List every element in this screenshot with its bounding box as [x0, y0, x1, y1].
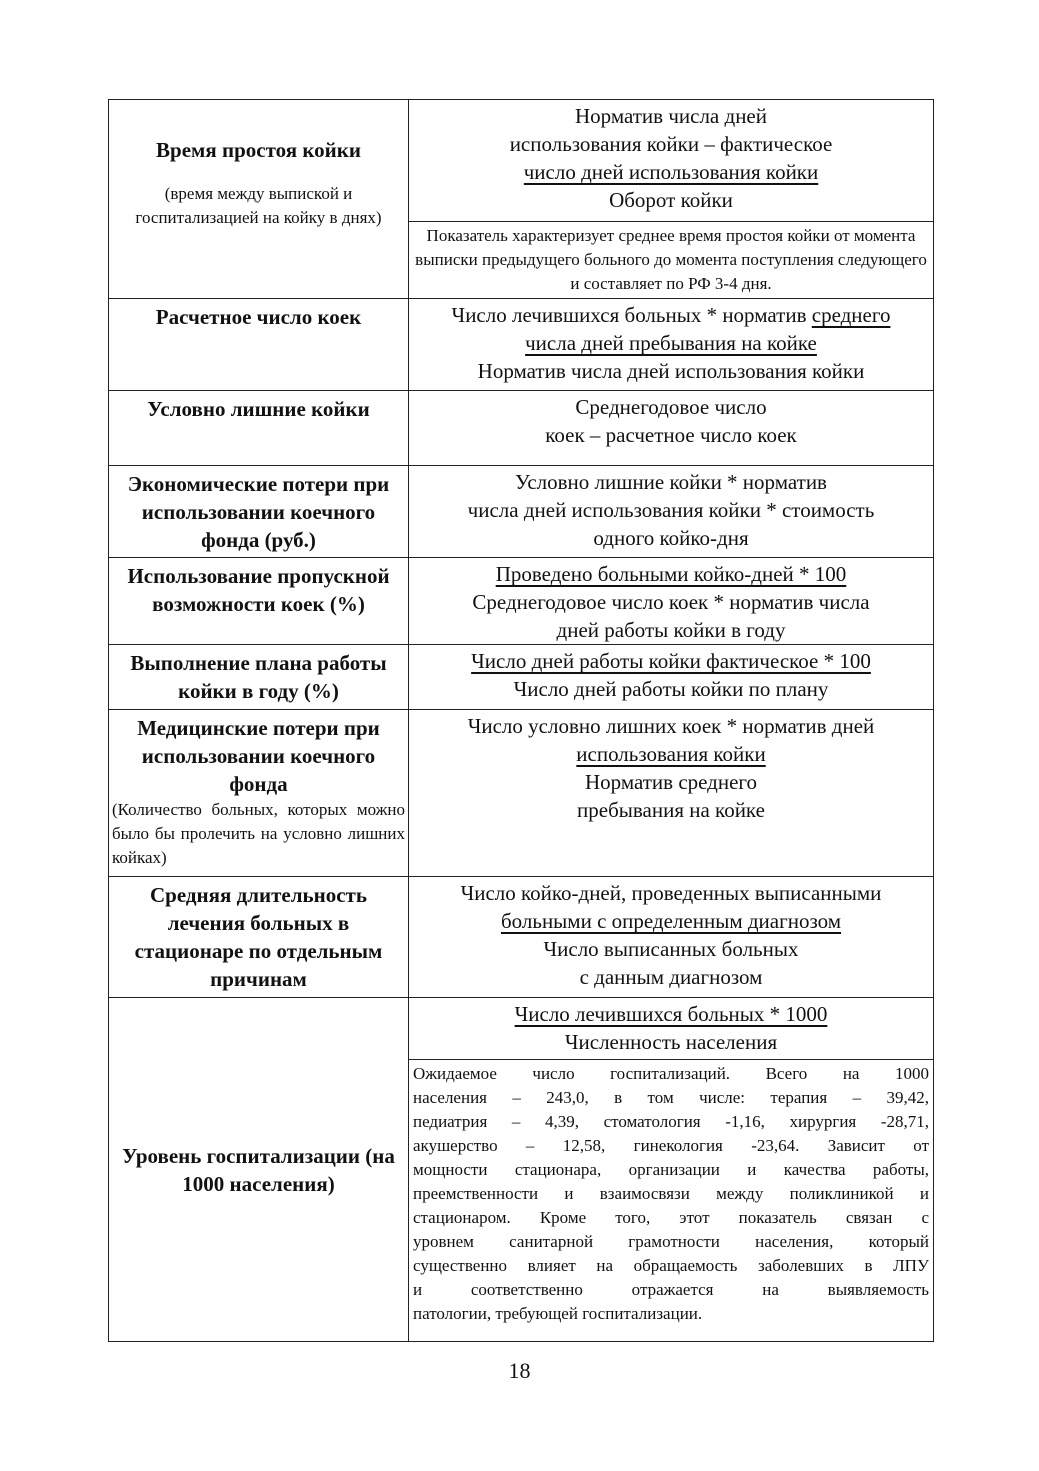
explanation-line: педиатрия – 4,39, стоматология -1,16, хирургия -28,71,: [413, 1112, 929, 1131]
indicator-name: Средняя длительность лечения больных в стационаре по отдельным причинам: [134, 883, 383, 991]
formula-cell: [409, 299, 934, 391]
explanation-line: уровнем санитарной грамотности населения, который: [413, 1232, 929, 1251]
formula-line: Численность населения: [564, 1030, 778, 1054]
formula-line: Число дней работы койки фактическое * 100: [471, 649, 871, 673]
formula-line: Проведено больными койко-дней * 100: [495, 562, 847, 586]
indicator-name: Уровень госпитализации (на 1000 населения): [122, 1143, 395, 1196]
formula-cell: [409, 466, 934, 558]
formula-line: Среднегодовое число: [575, 395, 767, 419]
explanation-line: Ожидаемое число госпитализаций. Всего на 1000: [413, 1064, 929, 1083]
formula-line: Норматив среднего: [584, 770, 758, 794]
explanation-line: акушерство – 12,58, гинекология -23,64. Зависит от: [413, 1136, 929, 1155]
formula: [409, 710, 933, 824]
indicator-name: Выполнение плана работы койки в году (%): [130, 651, 387, 703]
formula: [409, 466, 933, 552]
explanation-line: и соответственно отражается на выявляемость: [413, 1280, 929, 1299]
indicator-name-cell: [109, 558, 409, 645]
formula-line: Число выписанных больных: [543, 937, 799, 961]
formula-cell: [409, 998, 934, 1060]
formula-line: коек – расчетное число коек: [545, 423, 797, 447]
formula-line: использования койки: [576, 742, 766, 766]
formula-line: одного койко-дня: [593, 526, 749, 550]
indicator-name: Экономические потери при использовании коечного фонда (руб.): [127, 472, 390, 552]
formula-line: числа дней пребывания на койке: [525, 331, 817, 355]
formula-line: использования койки – фактическое: [509, 132, 833, 156]
indicator-name: Расчетное число коек: [155, 305, 362, 329]
explanation-line: патологии, требующей госпитализации.: [413, 1304, 703, 1323]
indicator-name-cell: [109, 710, 409, 877]
indicator-name-cell: [109, 391, 409, 466]
indicator-note: (Количество больных, которых можно было бы пролечить на условно лишних койках): [112, 800, 405, 867]
indicator-name-cell: [109, 299, 409, 391]
formula: [409, 100, 933, 214]
formula-line: Норматив числа дней: [574, 104, 767, 128]
formula: [409, 645, 933, 703]
indicator-name-cell: [109, 998, 409, 1342]
page-number: 18: [508, 1358, 531, 1383]
formula-line: пребывания на койке: [577, 798, 765, 822]
explanation-line: преемственности и взаимосвязи между поликлиникой и: [413, 1184, 929, 1203]
formula-line: Среднегодовое число коек * норматив числа: [472, 590, 870, 614]
explanation-line: мощности стационара, организации и качества работы,: [413, 1160, 929, 1179]
formula-line: с данным диагнозом: [579, 965, 763, 989]
formula-cell: [409, 558, 934, 645]
formula: [409, 998, 933, 1056]
formula-cell: [409, 100, 934, 222]
formula-line: числа дней использования койки * стоимость: [467, 498, 875, 522]
indicator-name-cell: [109, 100, 409, 299]
formula-line: Норматив числа дней использования койки: [477, 359, 865, 383]
formula-cell: [409, 710, 934, 877]
indicator-name: Использование пропускной возможности коек (%): [127, 564, 390, 616]
formula-line: Число койко-дней, проведенных выписанными: [460, 881, 882, 905]
formula: [409, 391, 933, 449]
explanation-line: существенно влияет на обращаемость заболевших в ЛПУ: [413, 1256, 929, 1275]
formula-line: Оборот койки: [609, 188, 733, 212]
explanation-cell: [409, 1060, 934, 1342]
formula: [409, 558, 933, 644]
explanation: Показатель характеризует среднее время простоя койки от момента выписки предыдущего больного до момента поступления следующего и составляет по РФ 3-4 дня.: [415, 226, 927, 293]
formula-cell: [409, 877, 934, 998]
explanation-cell: [409, 222, 934, 299]
formula-cell: [409, 645, 934, 710]
indicator-name-cell: [109, 466, 409, 558]
formula-line: Число дней работы койки по плану: [513, 677, 829, 701]
formula-line: Условно лишние койки * норматив: [515, 470, 827, 494]
formula-line: число дней использования койки: [523, 160, 819, 184]
indicator-name-cell: [109, 877, 409, 998]
formula-line: Число лечившихся больных * норматив: [451, 303, 812, 327]
formula-line: дней работы койки в году: [556, 618, 786, 642]
indicator-name: Медицинские потери при использовании коечного фонда: [137, 716, 380, 796]
explanation-line: населения – 243,0, в том числе: терапия – 39,42,: [413, 1088, 929, 1107]
indicators-table: [108, 99, 934, 1342]
formula-cell: [409, 391, 934, 466]
formula-line: Число лечившихся больных * 1000: [514, 1002, 828, 1026]
indicator-name: Условно лишние койки: [147, 397, 370, 421]
explanation: [409, 1060, 933, 1340]
indicator-name-cell: [109, 645, 409, 710]
indicator-note: (время между выпиской и госпитализацией на койку в днях): [135, 184, 382, 227]
indicator-name: Время простоя койки: [156, 138, 361, 162]
formula: [409, 299, 933, 385]
formula: [409, 877, 933, 991]
formula-line: среднего: [811, 303, 891, 327]
formula-line: Число условно лишних коек * норматив дней: [467, 714, 875, 738]
explanation-line: стационаром. Кроме того, этот показатель связан с: [413, 1208, 929, 1227]
formula-line: больными с определенным диагнозом: [500, 909, 842, 933]
